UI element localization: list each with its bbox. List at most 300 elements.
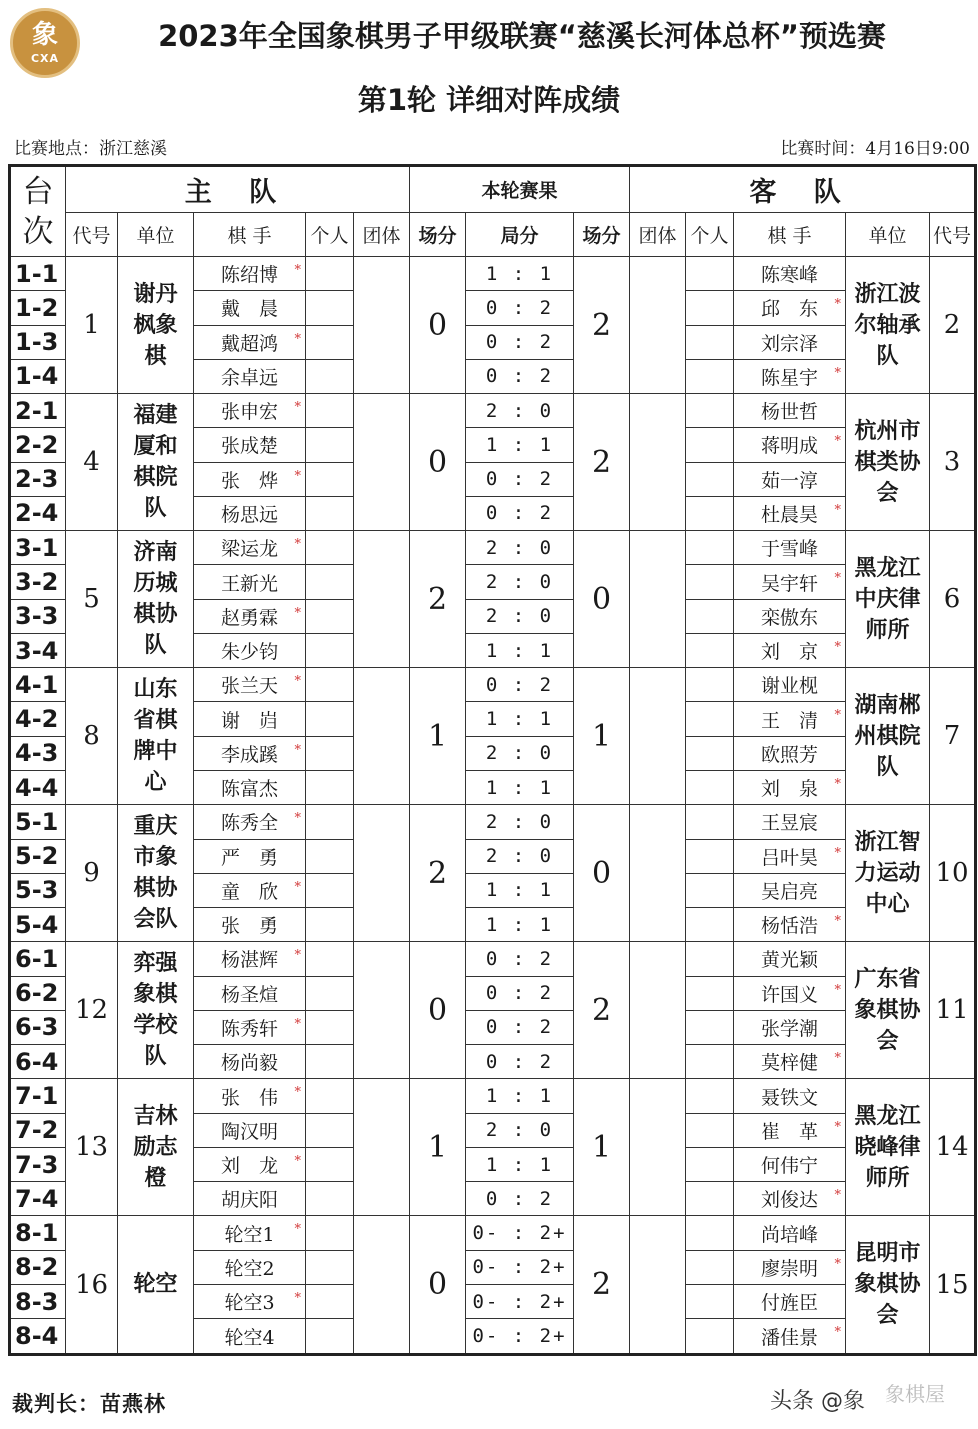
color-marker-icon: * — [294, 1222, 301, 1238]
game-result: 2 : 0 — [466, 839, 574, 873]
away-indiv-cell — [686, 633, 734, 667]
home-player — [194, 942, 306, 976]
header-home-code: 代号 — [66, 213, 118, 257]
away-indiv-cell — [686, 1284, 734, 1318]
game-result: 0- : 2+ — [466, 1319, 574, 1355]
away-code: 2 — [930, 257, 976, 394]
player-name: 聂铁文 — [760, 1086, 818, 1109]
game-result: 2 : 0 — [466, 394, 574, 428]
home-team-cell — [354, 805, 410, 942]
player-name: 陈富杰 — [220, 778, 278, 801]
player-name: 张学潮 — [760, 1017, 818, 1040]
home-indiv-cell — [306, 1045, 354, 1079]
away-indiv-cell — [686, 702, 734, 736]
away-indiv-cell — [686, 325, 734, 359]
player-name: 崔 革 — [760, 1120, 818, 1143]
board-number: 2-2 — [10, 428, 66, 462]
header-home-unit: 单位 — [118, 213, 194, 257]
table-row — [10, 257, 976, 291]
home-player — [194, 736, 306, 770]
color-marker-icon: * — [834, 571, 841, 587]
color-marker-icon: * — [834, 639, 841, 655]
home-score: 0 — [410, 394, 466, 531]
player-name: 莫梓健 — [760, 1052, 818, 1075]
away-score: 0 — [574, 805, 630, 942]
home-team: 吉林励志橙 — [118, 1079, 194, 1216]
home-indiv-cell — [306, 531, 354, 565]
results-table — [8, 164, 977, 1356]
logo-glyph: 象 — [31, 19, 58, 50]
home-player — [194, 1147, 306, 1181]
header-home: 主 队 — [66, 166, 410, 213]
board-number: 8-1 — [10, 1216, 66, 1250]
player-name: 张 烨 — [220, 469, 278, 492]
header-away-code: 代号 — [930, 213, 976, 257]
color-marker-icon: * — [834, 365, 841, 381]
color-marker-icon: * — [834, 708, 841, 724]
board-number: 4-1 — [10, 668, 66, 702]
player-name: 杨圣煊 — [220, 983, 278, 1006]
player-name: 付旌臣 — [760, 1292, 818, 1315]
color-marker-icon: * — [294, 811, 301, 827]
away-team: 浙江智力运动中心 — [846, 805, 930, 942]
away-code: 10 — [930, 805, 976, 942]
color-marker-icon: * — [294, 948, 301, 964]
color-marker-icon: * — [834, 1051, 841, 1067]
header-away-player: 棋 手 — [734, 213, 846, 257]
away-indiv-cell — [686, 839, 734, 873]
away-indiv-cell — [686, 805, 734, 839]
game-result: 0 : 2 — [466, 668, 574, 702]
game-result: 2 : 0 — [466, 599, 574, 633]
away-player — [734, 942, 846, 976]
game-result: 2 : 0 — [466, 565, 574, 599]
player-name: 陈绍博 — [220, 264, 278, 287]
board-number: 1-4 — [10, 359, 66, 393]
player-name: 蒋明成 — [760, 435, 818, 458]
away-player — [734, 1182, 846, 1216]
home-player — [194, 599, 306, 633]
home-indiv-cell — [306, 668, 354, 702]
away-team-cell — [630, 394, 686, 531]
home-code: 9 — [66, 805, 118, 942]
game-result: 0 : 2 — [466, 462, 574, 496]
color-marker-icon: * — [834, 1188, 841, 1204]
game-result: 0 : 2 — [466, 1010, 574, 1044]
away-player — [734, 873, 846, 907]
home-indiv-cell — [306, 462, 354, 496]
home-player — [194, 668, 306, 702]
player-name: 欧照芳 — [760, 743, 818, 766]
away-player — [734, 428, 846, 462]
venue-text: 比赛地点：浙江慈溪 — [14, 139, 167, 159]
player-name: 谢 岿 — [220, 709, 278, 732]
away-team: 昆明市象棋协会 — [846, 1216, 930, 1355]
home-score: 1 — [410, 668, 466, 805]
game-result: 0 : 2 — [466, 1182, 574, 1216]
home-score: 2 — [410, 805, 466, 942]
away-player — [734, 1079, 846, 1113]
away-indiv-cell — [686, 291, 734, 325]
away-indiv-cell — [686, 1319, 734, 1355]
home-player — [194, 1319, 306, 1355]
board-number: 5-2 — [10, 839, 66, 873]
away-indiv-cell — [686, 599, 734, 633]
page-subtitle: 第1轮 详细对阵成绩 — [357, 83, 621, 117]
player-name: 尚培峰 — [760, 1223, 818, 1246]
home-player — [194, 1113, 306, 1147]
player-name: 赵勇霖 — [220, 606, 278, 629]
away-player — [734, 325, 846, 359]
home-indiv-cell — [306, 1284, 354, 1318]
away-code: 11 — [930, 942, 976, 1079]
home-indiv-cell — [306, 805, 354, 839]
player-name: 许国义 — [760, 983, 818, 1006]
player-name: 张 伟 — [220, 1086, 278, 1109]
cxa-logo — [10, 8, 80, 78]
color-marker-icon: * — [294, 331, 301, 347]
home-team: 谢丹枫象棋 — [118, 257, 194, 394]
game-result: 2 : 0 — [466, 805, 574, 839]
header-away-indiv: 个人 — [686, 213, 734, 257]
game-result: 1 : 1 — [466, 908, 574, 942]
board-number: 8-4 — [10, 1319, 66, 1355]
away-indiv-cell — [686, 1010, 734, 1044]
home-team-cell — [354, 531, 410, 668]
board-number: 2-3 — [10, 462, 66, 496]
home-player — [194, 462, 306, 496]
color-marker-icon: * — [834, 845, 841, 861]
away-player — [734, 1284, 846, 1318]
board-number: 1-2 — [10, 291, 66, 325]
away-indiv-cell — [686, 394, 734, 428]
board-number: 7-1 — [10, 1079, 66, 1113]
color-marker-icon: * — [834, 1256, 841, 1272]
home-team-cell — [354, 1216, 410, 1355]
game-result: 2 : 0 — [466, 736, 574, 770]
home-team: 轮空 — [118, 1216, 194, 1355]
home-team-cell — [354, 257, 410, 394]
player-name: 吴宇轩 — [760, 572, 818, 595]
away-score: 2 — [574, 942, 630, 1079]
game-result: 1 : 1 — [466, 873, 574, 907]
away-player — [734, 1045, 846, 1079]
home-score: 0 — [410, 942, 466, 1079]
home-indiv-cell — [306, 702, 354, 736]
board-number: 2-1 — [10, 394, 66, 428]
away-player — [734, 257, 846, 291]
away-team-cell — [630, 942, 686, 1079]
player-name: 陈寒峰 — [760, 264, 818, 287]
player-name: 潘佳景 — [760, 1326, 818, 1349]
header-result: 本轮赛果 — [410, 166, 630, 213]
home-team: 福建厦和棋院队 — [118, 394, 194, 531]
away-player — [734, 565, 846, 599]
away-player — [734, 839, 846, 873]
home-indiv-cell — [306, 873, 354, 907]
home-player — [194, 633, 306, 667]
away-score: 2 — [574, 1216, 630, 1355]
game-result: 1 : 1 — [466, 702, 574, 736]
home-indiv-cell — [306, 1113, 354, 1147]
header-away-unit: 单位 — [846, 213, 930, 257]
board-number: 6-4 — [10, 1045, 66, 1079]
away-score: 0 — [574, 531, 630, 668]
player-name: 陈秀全 — [220, 812, 278, 835]
logo-abbr: CXA — [30, 51, 60, 65]
player-name: 杜晨昊 — [760, 503, 818, 526]
away-player — [734, 633, 846, 667]
home-player — [194, 291, 306, 325]
away-score: 2 — [574, 257, 630, 394]
player-name: 张兰天 — [220, 675, 278, 698]
home-code: 12 — [66, 942, 118, 1079]
color-marker-icon: * — [294, 1153, 301, 1169]
home-player — [194, 702, 306, 736]
home-player — [194, 1250, 306, 1284]
player-name: 谢业枧 — [760, 675, 818, 698]
home-indiv-cell — [306, 839, 354, 873]
time-text: 比赛时间：4月16日9:00 — [780, 139, 970, 159]
player-name: 轮空1 — [224, 1223, 275, 1246]
page-title: 2023年全国象棋男子甲级联赛“慈溪长河体总杯”预选赛 — [158, 19, 886, 53]
home-indiv-cell — [306, 1010, 354, 1044]
away-code: 6 — [930, 531, 976, 668]
home-player — [194, 770, 306, 804]
home-indiv-cell — [306, 565, 354, 599]
color-marker-icon: * — [834, 297, 841, 313]
home-code: 16 — [66, 1216, 118, 1355]
table-row — [10, 394, 976, 428]
away-score: 1 — [574, 668, 630, 805]
board-number: 4-2 — [10, 702, 66, 736]
header-away-team: 团体 — [630, 213, 686, 257]
game-result: 0 : 2 — [466, 942, 574, 976]
player-name: 吴启亮 — [760, 880, 818, 903]
header-taici: 台次 — [10, 166, 66, 257]
away-indiv-cell — [686, 1113, 734, 1147]
away-code: 3 — [930, 394, 976, 531]
away-indiv-cell — [686, 1147, 734, 1181]
player-name: 陈秀轩 — [220, 1017, 278, 1040]
home-code: 5 — [66, 531, 118, 668]
home-player — [194, 565, 306, 599]
color-marker-icon: * — [834, 434, 841, 450]
board-number: 5-3 — [10, 873, 66, 907]
home-player — [194, 839, 306, 873]
away-player — [734, 1113, 846, 1147]
away-player — [734, 736, 846, 770]
game-result: 0 : 2 — [466, 325, 574, 359]
away-player — [734, 908, 846, 942]
board-number: 5-1 — [10, 805, 66, 839]
player-name: 刘 泉 — [760, 778, 818, 801]
color-marker-icon: * — [294, 605, 301, 621]
player-name: 王新光 — [220, 572, 278, 595]
home-code: 1 — [66, 257, 118, 394]
away-indiv-cell — [686, 942, 734, 976]
home-indiv-cell — [306, 1216, 354, 1250]
player-name: 张 勇 — [220, 915, 278, 938]
game-result: 0- : 2+ — [466, 1216, 574, 1250]
away-team: 杭州市棋类协会 — [846, 394, 930, 531]
home-player — [194, 428, 306, 462]
player-name: 杨尚毅 — [220, 1052, 278, 1075]
board-number: 6-2 — [10, 976, 66, 1010]
away-team-cell — [630, 531, 686, 668]
home-indiv-cell — [306, 633, 354, 667]
game-result: 0- : 2+ — [466, 1250, 574, 1284]
header-home-points: 场分 — [410, 213, 466, 257]
away-indiv-cell — [686, 770, 734, 804]
watermark-site: 象棋屋 — [885, 1382, 945, 1406]
board-number: 3-1 — [10, 531, 66, 565]
player-name: 杨恬浩 — [760, 915, 818, 938]
color-marker-icon: * — [834, 1325, 841, 1341]
color-marker-icon: * — [294, 400, 301, 416]
color-marker-icon: * — [834, 982, 841, 998]
away-player — [734, 599, 846, 633]
away-indiv-cell — [686, 873, 734, 907]
home-player — [194, 1182, 306, 1216]
home-team: 弈强象棋学校队 — [118, 942, 194, 1079]
home-player — [194, 976, 306, 1010]
player-name: 于雪峰 — [760, 538, 818, 561]
home-indiv-cell — [306, 1182, 354, 1216]
game-result: 0 : 2 — [466, 291, 574, 325]
player-name: 童 欣 — [220, 880, 278, 903]
home-player — [194, 531, 306, 565]
away-player — [734, 1319, 846, 1355]
player-name: 吕叶昊 — [760, 846, 818, 869]
color-marker-icon: * — [294, 742, 301, 758]
table-row — [10, 668, 976, 702]
away-indiv-cell — [686, 359, 734, 393]
game-result: 0 : 2 — [466, 496, 574, 530]
table-row — [10, 942, 976, 976]
color-marker-icon: * — [294, 1085, 301, 1101]
player-name: 黄光颖 — [760, 949, 818, 972]
away-player — [734, 770, 846, 804]
home-indiv-cell — [306, 976, 354, 1010]
home-indiv-cell — [306, 428, 354, 462]
chief-referee: 裁判长：苗燕林 — [12, 1391, 166, 1416]
home-indiv-cell — [306, 908, 354, 942]
player-name: 刘 京 — [760, 641, 818, 664]
home-player — [194, 1216, 306, 1250]
game-result: 0- : 2+ — [466, 1284, 574, 1318]
table-row — [10, 1216, 976, 1250]
game-result: 2 : 0 — [466, 531, 574, 565]
header-games: 局分 — [466, 213, 574, 257]
board-number: 1-3 — [10, 325, 66, 359]
color-marker-icon: * — [294, 263, 301, 278]
home-indiv-cell — [306, 325, 354, 359]
away-team-cell — [630, 668, 686, 805]
home-player — [194, 908, 306, 942]
away-indiv-cell — [686, 565, 734, 599]
away-code: 7 — [930, 668, 976, 805]
home-code: 4 — [66, 394, 118, 531]
home-player — [194, 359, 306, 393]
away-score: 1 — [574, 1079, 630, 1216]
away-player — [734, 1010, 846, 1044]
home-player — [194, 325, 306, 359]
player-name: 戴 晨 — [220, 298, 278, 321]
player-name: 茹一淳 — [760, 469, 818, 492]
header-home-player: 棋 手 — [194, 213, 306, 257]
board-number: 3-4 — [10, 633, 66, 667]
color-marker-icon: * — [834, 914, 841, 930]
board-number: 6-3 — [10, 1010, 66, 1044]
away-indiv-cell — [686, 668, 734, 702]
away-player — [734, 394, 846, 428]
away-indiv-cell — [686, 736, 734, 770]
home-team-cell — [354, 668, 410, 805]
away-indiv-cell — [686, 1216, 734, 1250]
home-player — [194, 1079, 306, 1113]
away-score: 2 — [574, 394, 630, 531]
color-marker-icon: * — [834, 1119, 841, 1135]
home-score: 0 — [410, 1216, 466, 1355]
game-result: 1 : 1 — [466, 633, 574, 667]
board-number: 5-4 — [10, 908, 66, 942]
board-number: 1-1 — [10, 257, 66, 291]
table-row — [10, 531, 976, 565]
board-number: 3-2 — [10, 565, 66, 599]
away-player — [734, 531, 846, 565]
player-name: 杨湛辉 — [220, 949, 278, 972]
color-marker-icon: * — [294, 674, 301, 690]
header-away-points: 场分 — [574, 213, 630, 257]
player-name: 轮空2 — [224, 1257, 275, 1280]
away-team: 浙江波尔轴承队 — [846, 257, 930, 394]
player-name: 邱 东 — [760, 298, 818, 321]
board-number: 8-2 — [10, 1250, 66, 1284]
player-name: 栾傲东 — [760, 606, 818, 629]
board-number: 7-4 — [10, 1182, 66, 1216]
away-team: 黑龙江中庆律师所 — [846, 531, 930, 668]
away-indiv-cell — [686, 1045, 734, 1079]
home-indiv-cell — [306, 736, 354, 770]
away-team: 广东省象棋协会 — [846, 942, 930, 1079]
home-player — [194, 496, 306, 530]
home-team: 济南历城棋协队 — [118, 531, 194, 668]
color-marker-icon: * — [834, 502, 841, 518]
player-name: 杨世哲 — [760, 401, 818, 424]
home-indiv-cell — [306, 1147, 354, 1181]
board-number: 8-3 — [10, 1284, 66, 1318]
away-player — [734, 668, 846, 702]
game-result: 1 : 1 — [466, 1147, 574, 1181]
home-indiv-cell — [306, 599, 354, 633]
away-indiv-cell — [686, 462, 734, 496]
board-number: 2-4 — [10, 496, 66, 530]
away-player — [734, 1147, 846, 1181]
player-name: 刘俊达 — [760, 1189, 818, 1212]
player-name: 戴超鸿 — [220, 332, 278, 355]
home-player — [194, 873, 306, 907]
away-indiv-cell — [686, 908, 734, 942]
table-row — [10, 1079, 976, 1113]
home-player — [194, 1284, 306, 1318]
color-marker-icon: * — [294, 1016, 301, 1032]
home-indiv-cell — [306, 359, 354, 393]
away-player — [734, 805, 846, 839]
home-player — [194, 1045, 306, 1079]
table-row — [10, 805, 976, 839]
home-player — [194, 805, 306, 839]
